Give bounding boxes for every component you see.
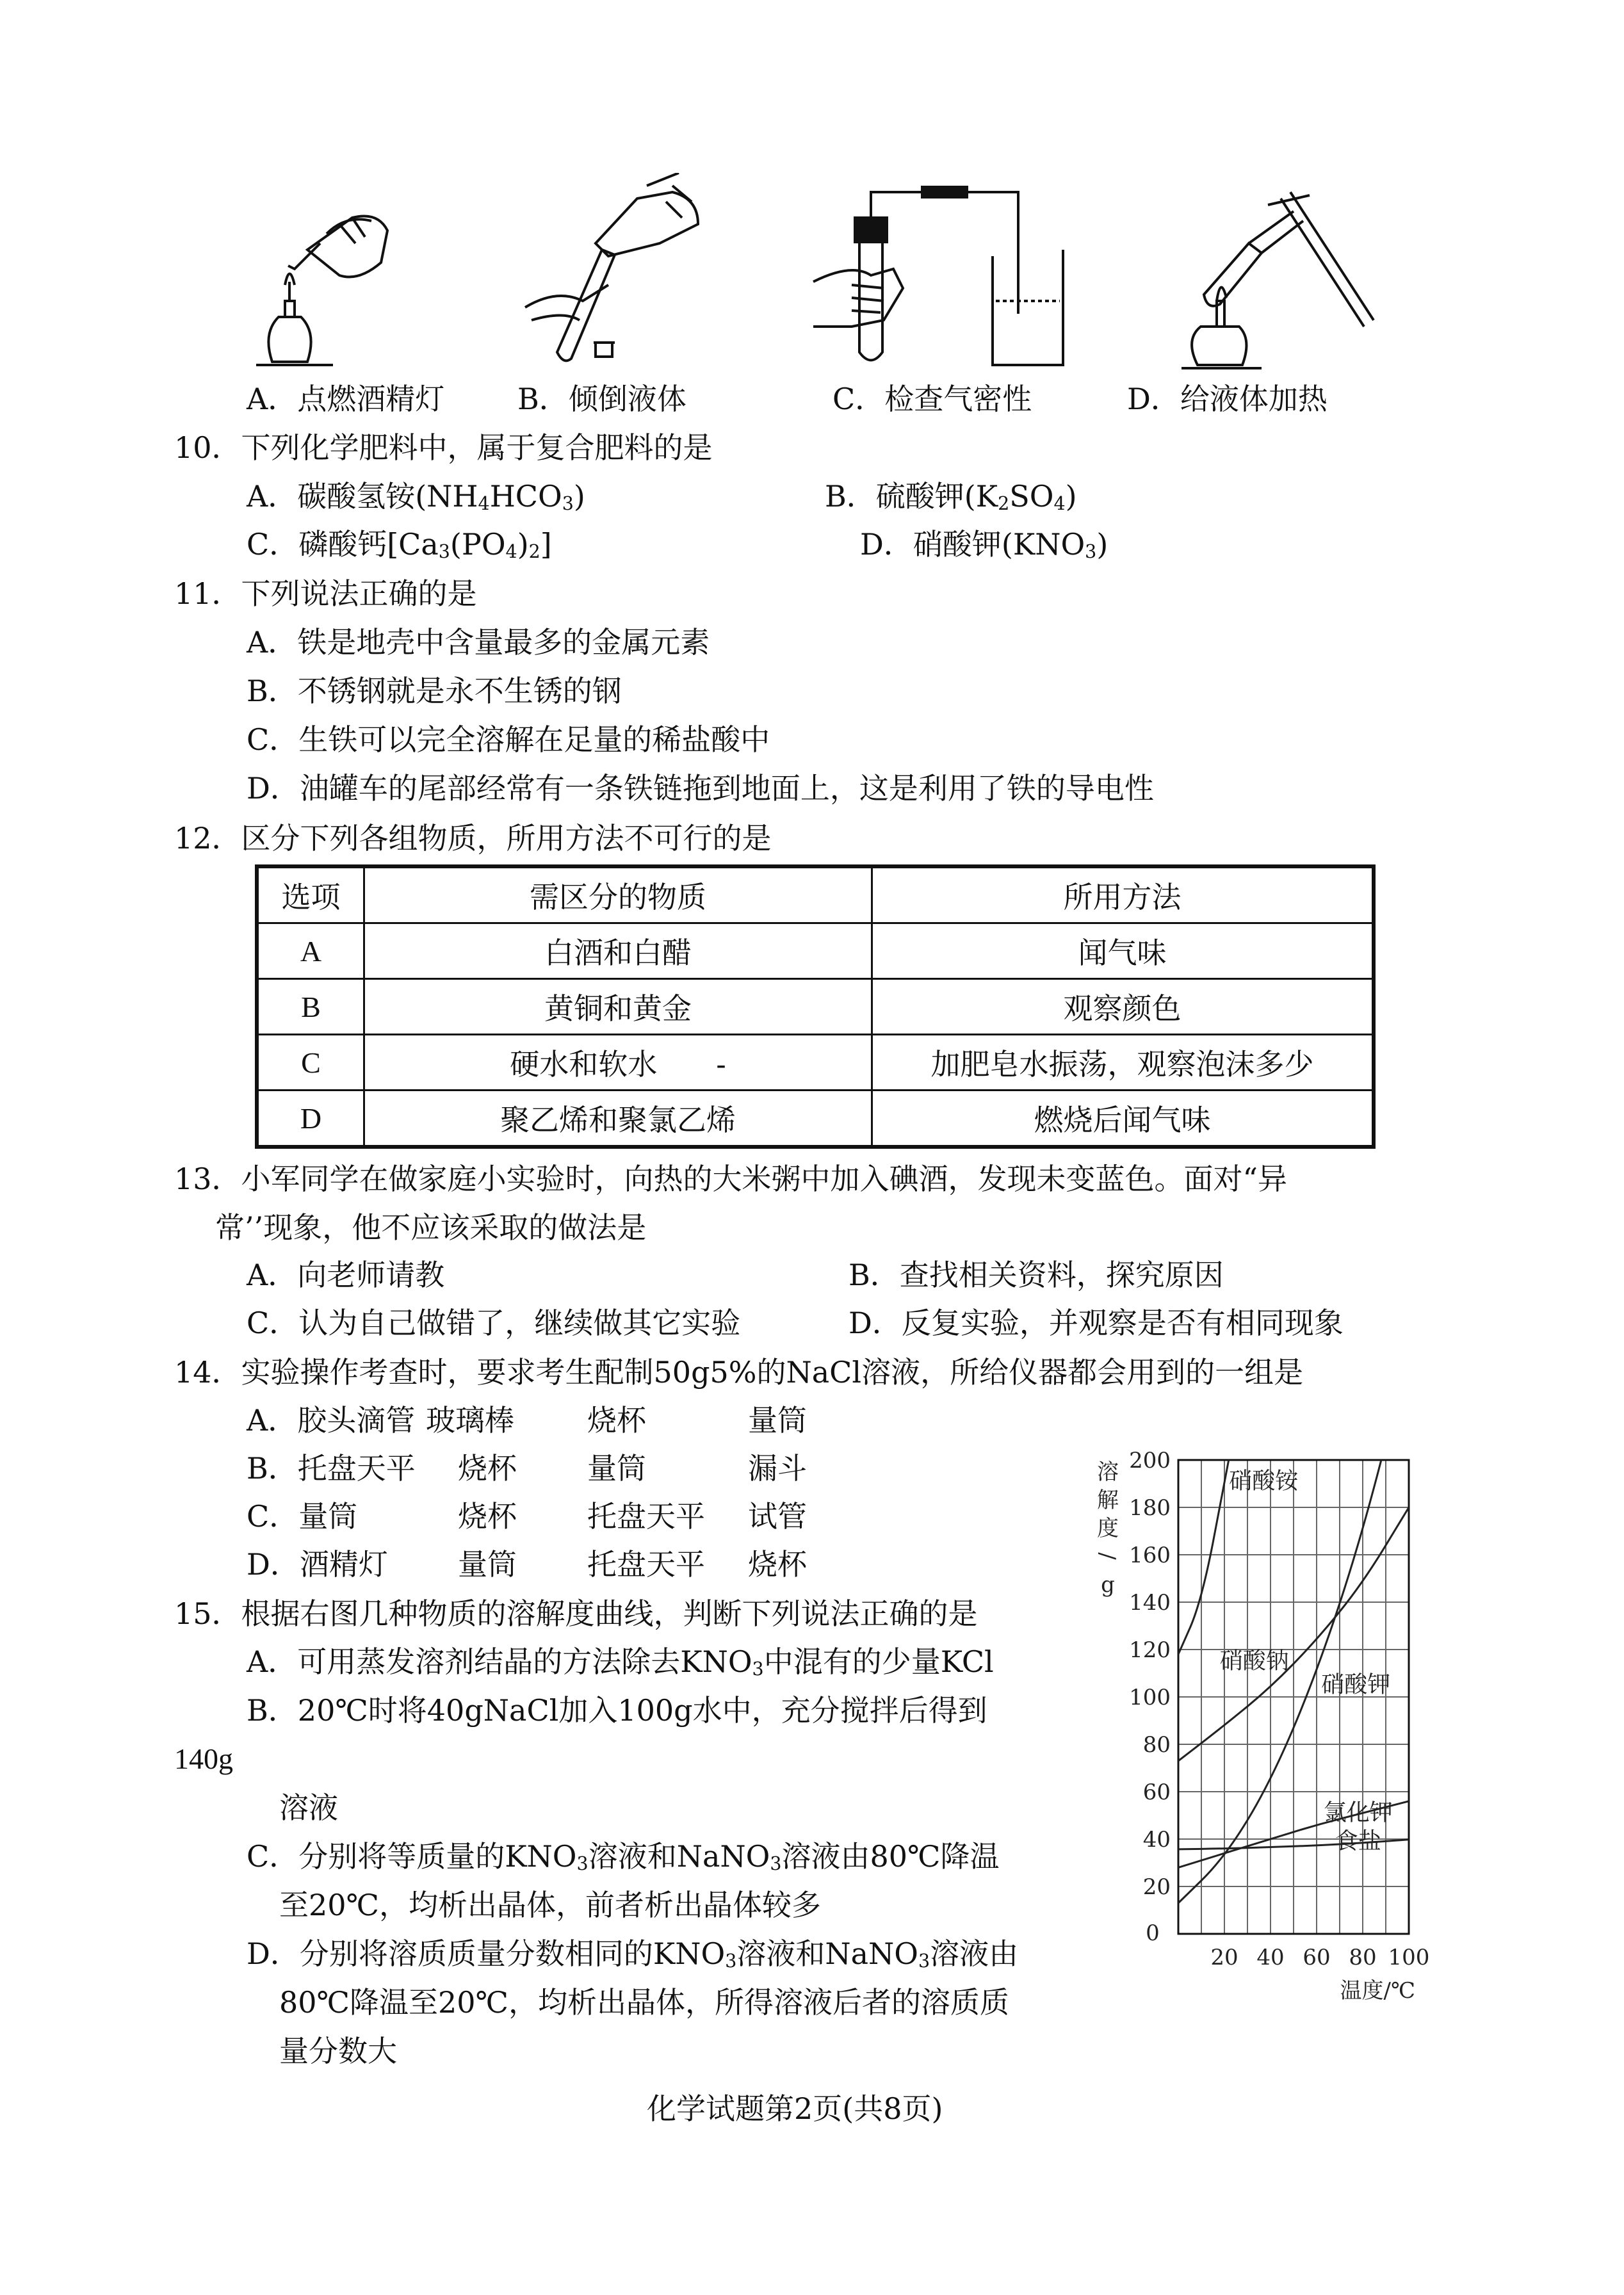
x-tick-label: 60 <box>1303 1945 1331 1970</box>
table-cell: 黄铜和黄金 <box>364 979 872 1035</box>
y-tick-label: 40 <box>1142 1827 1171 1853</box>
curve-label: 硝酸钠 <box>1219 1648 1289 1675</box>
table-cell: 燃烧后闻气味 <box>872 1091 1374 1148</box>
q14-option-d: D．酒精灯 量筒 托盘天平 烧杯 <box>247 1547 807 1582</box>
y-tick-label: 160 <box>1129 1543 1171 1568</box>
curve-label: 食盐 <box>1335 1828 1381 1854</box>
table-cell: C <box>257 1035 364 1091</box>
x-axis-label: 温度/℃ <box>1340 1978 1415 2004</box>
q15-stem: 15．根据右图几种物质的溶解度曲线，判断下列说法正确的是 <box>174 1596 978 1631</box>
table-header-cell: 选项 <box>257 866 364 923</box>
q15-option-d-line3: 量分数大 <box>279 2034 397 2068</box>
page-footer: 化学试题第2页(共8页) <box>647 2091 943 2126</box>
table-cell: 观察颜色 <box>872 979 1374 1035</box>
q9-option-d: D．给液体加热 <box>1127 382 1328 416</box>
q12-table <box>255 864 1376 1149</box>
table-row <box>257 1035 1374 1091</box>
q13-option-b: B．查找相关资料，探究原因 <box>849 1258 1224 1292</box>
table-cell: B <box>257 979 364 1035</box>
table-header-cell: 需区分的物质 <box>364 866 872 923</box>
y-axis-label-char: 溶 <box>1097 1459 1119 1485</box>
table-cell: D <box>257 1091 364 1148</box>
alcohol-lamp-lighting-figure <box>256 216 387 366</box>
q10-stem: 10．下列化学肥料中，属于复合肥料的是 <box>174 430 713 465</box>
q15-option-d-line2: 80℃降温至20℃，均析出晶体，所得溶液后者的溶质质 <box>279 1985 1009 2020</box>
apparatus-figures <box>243 173 1383 378</box>
q13-stem-line1: 13．小军同学在做家庭小实验时，向热的大米粥中加入碘酒，发现未变蓝色。面对“异 <box>174 1162 1288 1196</box>
q10-option-b: B．硫酸钾$(K_2SO_4)$ <box>825 479 1077 515</box>
y-axis-label-char: 度 <box>1097 1516 1119 1541</box>
q11-option-c: C．生铁可以完全溶解在足量的稀盐酸中 <box>247 722 770 757</box>
q14-stem: 14．实验操作考查时，要求考生配制50g5%的NaCl溶液，所给仪器都会用到的一组是 <box>174 1355 1304 1390</box>
q12-stem: 12．区分下列各组物质，所用方法不可行的是 <box>174 821 772 856</box>
pouring-liquid-figure <box>525 173 698 361</box>
y-tick-label: 200 <box>1129 1448 1171 1473</box>
curve-label: 氯化钾 <box>1323 1799 1393 1826</box>
q10-option-d: D．硝酸钾$(KNO_3)$ <box>860 527 1108 563</box>
y-tick-label: 180 <box>1129 1495 1171 1521</box>
q10-option-c: C．磷酸钙$[Ca_3(PO_4)_2]$ <box>247 527 552 563</box>
q11-option-b: B．不锈钢就是永不生锈的钢 <box>247 674 622 708</box>
y-axis-label-char: / <box>1094 1552 1120 1560</box>
y-axis-label-char: 解 <box>1097 1488 1119 1513</box>
q11-option-a: A．铁是地壳中含量最多的金属元素 <box>247 625 710 660</box>
q15-option-b-line3: 溶液 <box>279 1790 338 1825</box>
curve-label: 硝酸钾 <box>1321 1671 1391 1698</box>
y-tick-label: 60 <box>1142 1780 1171 1805</box>
x-tick-label: 100 <box>1388 1945 1430 1970</box>
q15-option-b-line1: B．20℃时将40gNaCl加入100g水中，充分搅拌后得到 <box>247 1693 987 1728</box>
solubility-chart <box>1089 1447 1498 2023</box>
y-tick-label: 120 <box>1129 1637 1171 1663</box>
table-cell: 白酒和白醋 <box>364 923 872 979</box>
q13-option-c: C．认为自己做错了，继续做其它实验 <box>247 1306 741 1340</box>
q14-option-c: C．量筒 烧杯 托盘天平 试管 <box>247 1499 807 1534</box>
q15-option-b-line2: 140g <box>174 1742 233 1775</box>
table-row <box>257 1091 1374 1148</box>
table-cell: 闻气味 <box>872 923 1374 979</box>
q9-option-b: B．倾倒液体 <box>517 382 686 416</box>
table-cell: 硬水和软水 - <box>364 1035 872 1091</box>
q14-option-b: B．托盘天平 烧杯 量筒 漏斗 <box>247 1451 807 1486</box>
airtightness-check-figure <box>813 187 1063 365</box>
q15-option-a: A．可用蒸发溶剂结晶的方法除去$KNO_3$中混有的少量KCl <box>247 1644 994 1680</box>
q11-option-d: D．油罐车的尾部经常有一条铁链拖到地面上，这是利用了铁的导电性 <box>247 771 1154 806</box>
q15-option-c-line2: 至20℃，均析出晶体，前者析出晶体较多 <box>279 1888 821 1922</box>
table-row <box>257 979 1374 1035</box>
table-cell: 加肥皂水振荡，观察泡沫多少 <box>872 1035 1374 1091</box>
q11-stem: 11．下列说法正确的是 <box>174 576 477 611</box>
q13-stem-line2: 常’’现象，他不应该采取的做法是 <box>215 1210 647 1245</box>
q15-option-d-line1: D．分别将溶质质量分数相同的$KNO_3$溶液和NaNO$_3$溶液由 <box>247 1936 1019 1972</box>
x-tick-label: 0 <box>1146 1920 1160 1946</box>
q13-option-d: D．反复实验，并观察是否有相同现象 <box>849 1306 1344 1340</box>
curve-label: 硝酸铵 <box>1229 1468 1299 1495</box>
q15-option-c-line1: C．分别将等质量的$KNO_3$溶液和NaNO$_3$溶液由80℃降温 <box>247 1839 1000 1875</box>
x-tick-label: 20 <box>1210 1945 1238 1970</box>
table-header-cell: 所用方法 <box>872 866 1374 923</box>
q13-option-a: A．向老师请教 <box>247 1258 445 1292</box>
y-tick-label: 100 <box>1129 1685 1171 1710</box>
x-tick-label: 80 <box>1349 1945 1377 1970</box>
table-cell: 聚乙烯和聚氯乙烯 <box>364 1091 872 1148</box>
heating-liquid-figure <box>1181 192 1374 368</box>
x-tick-label: 40 <box>1256 1945 1285 1970</box>
q9-option-a: A．点燃酒精灯 <box>247 382 445 416</box>
y-tick-label: 80 <box>1142 1732 1171 1758</box>
table-cell: A <box>257 923 364 979</box>
y-tick-label: 140 <box>1129 1590 1171 1616</box>
y-tick-label: 20 <box>1142 1874 1171 1900</box>
q14-option-a: A．胶头滴管 玻璃棒 烧杯 量筒 <box>247 1403 807 1438</box>
table-row <box>257 923 1374 979</box>
table-header-row <box>257 866 1374 923</box>
y-axis-label-char: g <box>1101 1572 1115 1598</box>
q9-option-c: C．检查气密性 <box>832 382 1032 416</box>
q10-option-a: A．碳酸氢铵$(NH_4HCO_3)$ <box>247 479 585 515</box>
